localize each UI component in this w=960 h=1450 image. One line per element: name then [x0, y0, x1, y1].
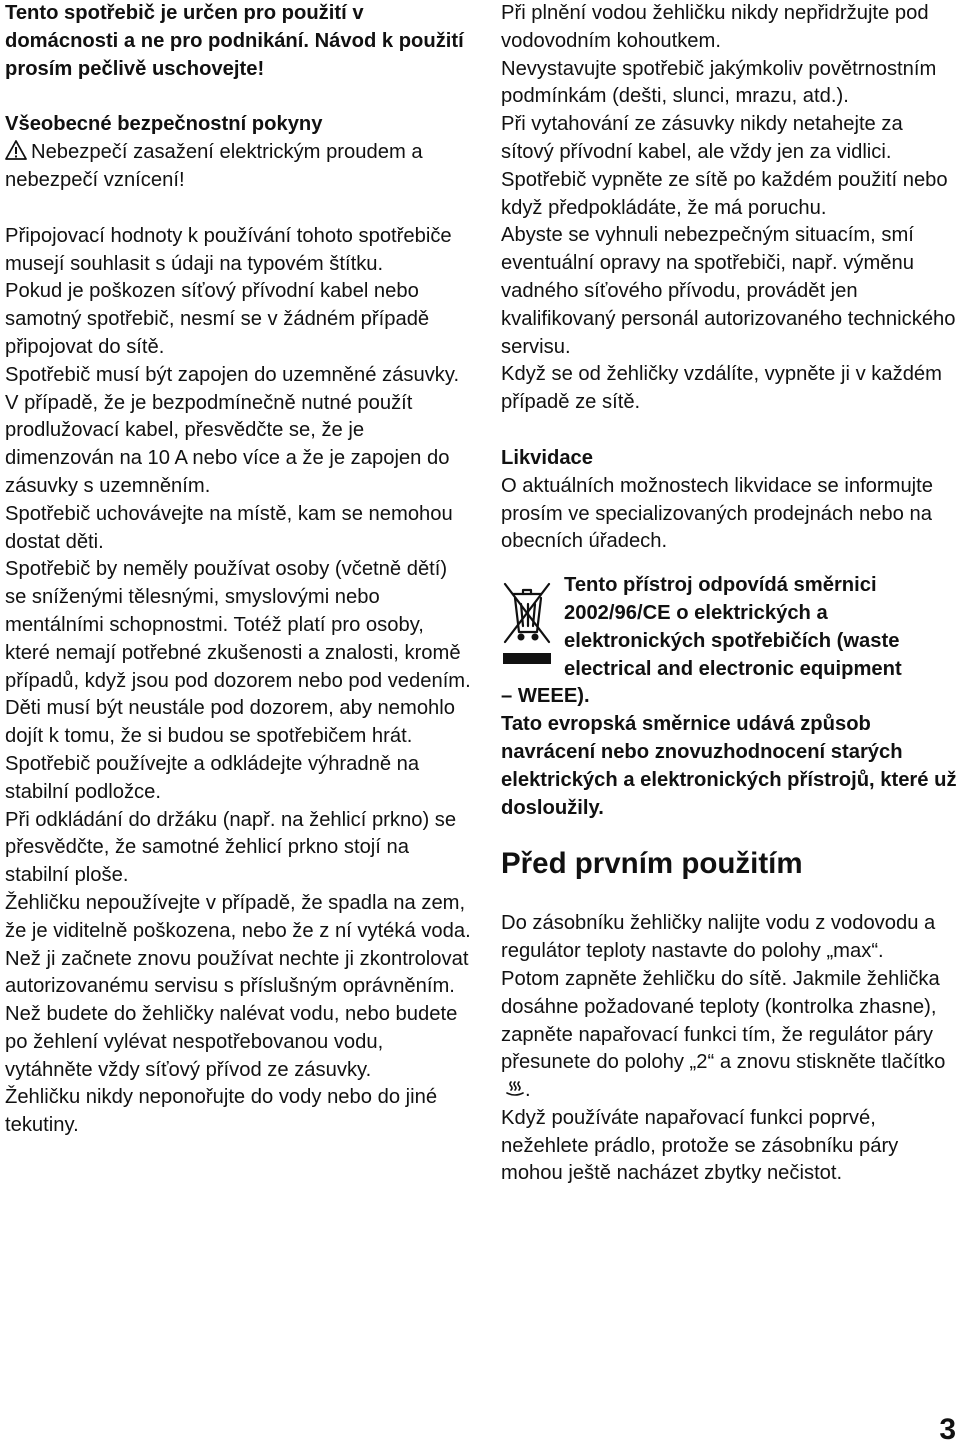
disposal-heading: Likvidace	[501, 446, 594, 469]
warning-line	[5, 139, 473, 195]
paragraph-ironing-board: Při odkládání do držáku (např. na žehlicí prkno) se přesvědčte, že samotné žehlicí prkno stojí na stabilní ploše.	[5, 808, 457, 887]
page-number: 3	[939, 1413, 956, 1446]
disposal-text: O aktuálních možnostech likvidace se informujte prosím ve specializovaných prodejnách nebo na obecních úřadech.	[501, 474, 933, 553]
paragraph-switch-off: Spotřebič vypněte ze sítě po každém použití nebo když předpokládáte, že má poruchu.	[501, 168, 948, 219]
paragraph-first-steam: Když používáte napařovací funkci poprvé, nežehlete prádlo, protože se zásobníku páry mohou ještě nacházet zbytky nečistot.	[501, 1106, 899, 1185]
warning-triangle-icon	[5, 140, 27, 160]
first-use-heading: Před prvním použitím	[501, 847, 803, 881]
weee-acronym: – WEEE).	[501, 685, 590, 708]
paragraph-dropped-iron: Žehličku nepoužívejte v případě, že spadla na zem, že je viditelně poškozena, nebo že z ní vytéká voda. Než ji začnete znovu používat nechte ji zkontrolovat autorizovanému servisu s příslušným oprávněním.	[5, 891, 471, 998]
paragraph-steam-function	[501, 966, 957, 1105]
paragraph-supervise-children: Děti musí být neustále pod dozorem, aby nemohlo dojít k tomu, že si budou se spotřebičem hrát.	[5, 697, 455, 748]
weee-notice	[501, 572, 957, 822]
steam-instructions-end: .	[525, 1079, 531, 1102]
warning-text: Nebezpečí zasažení elektrickým proudem a nebezpečí vznícení!	[5, 141, 423, 191]
paragraph-tap-filling: Při plnění vodou žehličku nikdy nepřidržujte pod vodovodním kohoutkem.	[501, 2, 929, 52]
paragraph-leave-iron: Když se od žehličky vzdálíte, vypněte ji v každém případě ze sítě.	[501, 363, 942, 414]
weee-explanation: Tato evropská směrnice udává způsob navrácení nebo znovuzhodnocení starých elektrických a elektronických přístrojů, které už dosloužily.	[501, 713, 957, 819]
paragraph-damaged-cable: Pokud je poškozen síťový přívodní kabel nebo samotný spotřebič, nesmí se v žádném případě připojovat do sítě.	[5, 280, 430, 358]
left-column	[5, 0, 473, 1140]
paragraph-grounded-socket: Spotřebič musí být zapojen do uzemněné zásuvky. V případě, že je bezpodmínečně nutné použít prodlužovací kabel, přesvědčte se, že je dimenzován na 10 A nebo více a že je zapojen do zásuvky s uzemněním.	[5, 363, 460, 497]
paragraph-fill-water: Do zásobníku žehličky nalijte vodu z vodovodu a regulátor teploty nastavte do polohy „max“.	[501, 912, 936, 963]
safety-heading: Všeobecné bezpečnostní pokyny	[5, 113, 323, 136]
intro-notice: Tento spotřebič je určen pro použití v domácnosti a ne pro podnikání. Návod k použití prosím pečlivě uschovejte!	[5, 2, 464, 80]
paragraph-unplug-water: Než budete do žehličky nalévat vodu, nebo budete po žehlení vylévat nespotřebovanou vodu, vytáhněte vždy síťový přívod ze zásuvky.	[5, 1003, 458, 1081]
paragraph-connection-values: Připojovací hodnoty k používání tohoto spotřebiče musejí souhlasit s údaji na typovém štítku.	[5, 224, 452, 275]
right-column	[501, 0, 957, 1188]
paragraph-repairs: Abyste se vyhnuli nebezpečným situacím, smí eventuální opravy na spotřebiči, např. výměnu vadného síťového přívodu, provádět jen kvalifikovaný personál autorizovaného technického servisu.	[501, 224, 956, 358]
paragraph-restricted-persons: Spotřebič by neměly používat osoby (včetně dětí) se sníženými tělesnými, smyslovými nebo mentálními schopnostmi. Totéž platí pro osoby, které nemají potřebné zkušenosti a znalosti, kromě případů, když jsou pod dozorem nebo pod vedením.	[5, 558, 471, 692]
crossed-out-wheelie-bin-icon	[501, 580, 553, 666]
weee-directive-text: Tento přístroj odpovídá směrnici 2002/96/CE o elektrických a elektronických spotřebičích (waste electrical and electronic equipment	[564, 574, 902, 680]
steam-instructions: Potom zapněte žehličku do sítě. Jakmile žehlička dosáhne požadované teploty (kontrolka zhasne), zapněte napařovací funkci tím, že regulátor páry přesunete do polohy „2“ a znovu stiskněte tlačítko	[501, 967, 946, 1074]
paragraph-no-immersion: Žehličku nikdy neponořujte do vody nebo do jiné tekutiny.	[5, 1086, 438, 1137]
paragraph-children-storage: Spotřebič uchovávejte na místě, kam se nemohou dostat děti.	[5, 502, 453, 553]
steam-button-icon	[505, 1079, 525, 1097]
paragraph-stable-surface: Spotřebič používejte a odkládejte výhradně na stabilní podložce.	[5, 752, 420, 803]
paragraph-weather: Nevystavujte spotřebič jakýmkoliv povětrnostním podmínkám (dešti, slunci, mrazu, atd.).	[501, 57, 937, 108]
paragraph-pull-plug: Při vytahování ze zásuvky nikdy netahejte za sítový přívodní kabel, ale vždy jen za vidlici.	[501, 113, 903, 163]
